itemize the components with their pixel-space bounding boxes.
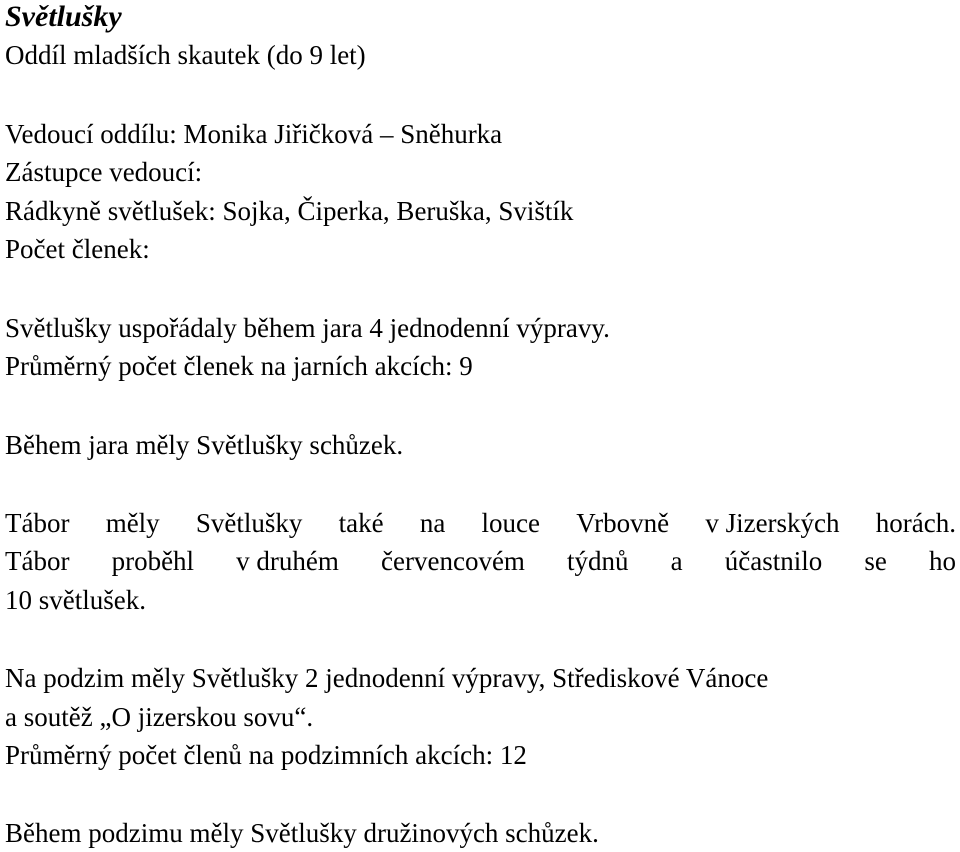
camp-line-2-word: účastnilo <box>724 546 823 576</box>
camp-line-2-word: proběhl <box>111 546 195 576</box>
camp-line-2 <box>5 544 956 578</box>
camp-line-3: 10 světlušek. <box>5 585 146 615</box>
autumn-meetings-line: Během podzimu měly Světlušky družinových schůzek. <box>5 818 599 848</box>
camp-line-1-word: louce <box>481 508 541 538</box>
camp-line-1-word: Tábor <box>5 508 70 538</box>
camp-line-1-word: horách. <box>875 508 956 538</box>
deputy-line: Zástupce vedoucí: <box>5 157 203 187</box>
camp-line-2-word: týdnů <box>567 546 629 576</box>
camp-line-2-word: se <box>864 546 887 576</box>
spring-trips-line: Světlušky uspořádaly během jara 4 jednodenní výpravy. <box>5 313 610 343</box>
autumn-average-line: Průměrný počet členů na podzimních akcích: 12 <box>5 740 527 770</box>
camp-line-1-word: měly <box>105 508 160 538</box>
camp-line-2-word: v druhém <box>236 546 339 576</box>
camp-line-1-word: Světlušky <box>195 508 303 538</box>
spring-average-line: Průměrný počet členek na jarních akcích: 9 <box>5 351 473 381</box>
camp-line-1-word: také <box>338 508 384 538</box>
leader-line: Vedoucí oddílu: Monika Jiřičková – Sněhurka <box>5 119 503 149</box>
document-title: Světlušky <box>5 0 122 33</box>
camp-line-1-word: v Jizerských <box>705 508 840 538</box>
camp-line-1-word: Vrbovně <box>576 508 670 538</box>
spring-meetings-line: Během jara měly Světlušky schůzek. <box>5 430 404 460</box>
camp-line-2-word: a <box>670 546 683 576</box>
camp-line-2-word: ho <box>928 546 956 576</box>
document-subtitle: Oddíl mladších skautek (do 9 let) <box>5 40 366 70</box>
member-count-line: Počet členek: <box>5 234 150 264</box>
camp-line-2-word: Tábor <box>5 546 70 576</box>
camp-line-1 <box>5 506 956 540</box>
patrol-leaders-line: Rádkyně světlušek: Sojka, Čiperka, Beruška, Svištík <box>5 196 574 226</box>
camp-line-2-word: červencovém <box>381 546 525 576</box>
autumn-line-1: Na podzim měly Světlušky 2 jednodenní výpravy, Střediskové Vánoce <box>5 663 769 693</box>
camp-line-1-word: na <box>419 508 446 538</box>
autumn-line-2: a soutěž „O jizerskou sovu“. <box>5 702 314 732</box>
